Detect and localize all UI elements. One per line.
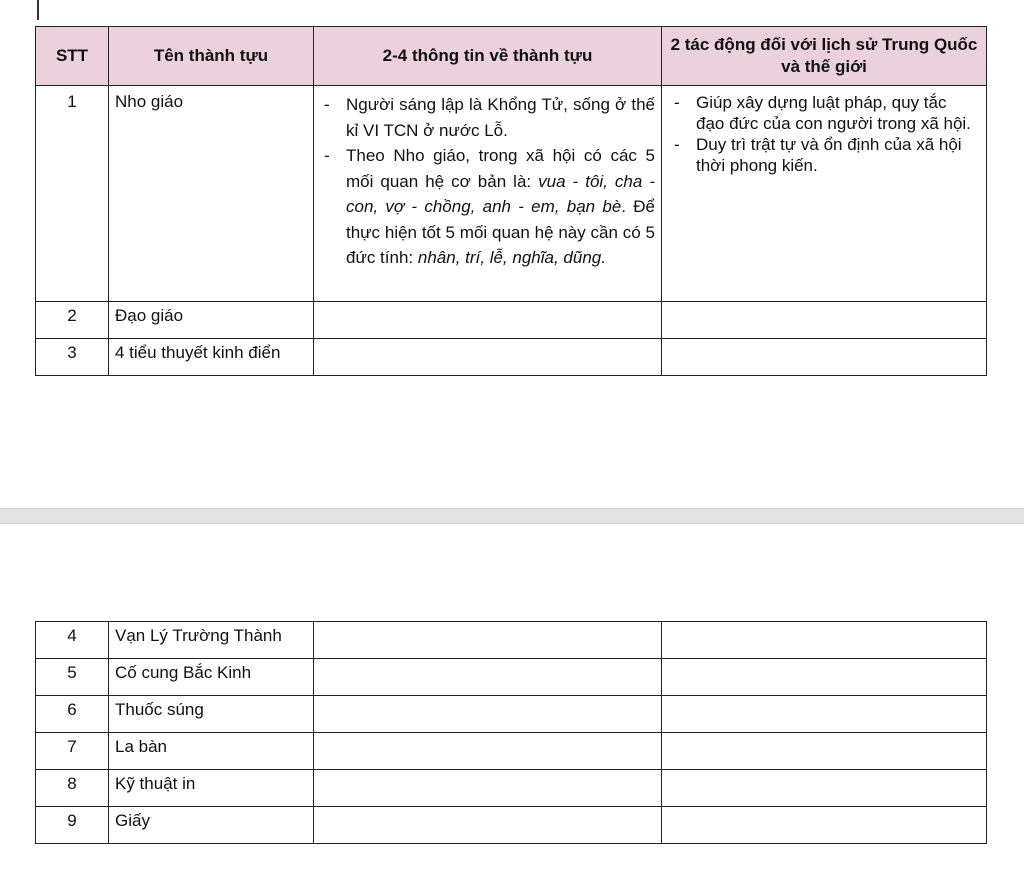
- header-info[interactable]: 2-4 thông tin về thành tựu: [314, 27, 662, 86]
- achievement-info[interactable]: [314, 807, 662, 844]
- achievement-impact[interactable]: [662, 339, 987, 376]
- achievement-impact[interactable]: [662, 622, 987, 659]
- achievement-impact[interactable]: [662, 733, 987, 770]
- achievement-name[interactable]: La bàn: [109, 733, 314, 770]
- table-row: [36, 302, 987, 339]
- achievement-info[interactable]: [314, 733, 662, 770]
- table-row: [36, 770, 987, 807]
- row-number[interactable]: 5: [36, 659, 109, 696]
- achievement-name[interactable]: Vạn Lý Trường Thành: [109, 622, 314, 659]
- impact-item: - Giúp xây dựng luật pháp, quy tắc đạo đức của con người trong xã hội.: [666, 92, 978, 134]
- achievement-info[interactable]: [314, 770, 662, 807]
- achievement-name[interactable]: 4 tiểu thuyết kinh điển: [109, 339, 314, 376]
- achievement-name[interactable]: Thuốc súng: [109, 696, 314, 733]
- row-number[interactable]: 1: [36, 86, 109, 302]
- achievement-info[interactable]: [314, 86, 662, 302]
- table-row: [36, 696, 987, 733]
- info-item: - Người sáng lập là Khổng Tử, sống ở thế kỉ VI TCN ở nước Lỗ.: [316, 92, 655, 143]
- achievement-impact[interactable]: [662, 770, 987, 807]
- table-row: [36, 807, 987, 844]
- achievement-impact[interactable]: [662, 302, 987, 339]
- achievement-name[interactable]: Cố cung Bắc Kinh: [109, 659, 314, 696]
- header-impact[interactable]: 2 tác động đối với lịch sử Trung Quốc và thế giới: [662, 27, 987, 86]
- achievements-table-continued: [35, 621, 987, 844]
- header-row: [36, 27, 987, 86]
- row-number[interactable]: 3: [36, 339, 109, 376]
- table-row: [36, 622, 987, 659]
- table-row: [36, 86, 987, 302]
- row-number[interactable]: 8: [36, 770, 109, 807]
- page-separator: [0, 508, 1024, 524]
- achievement-name[interactable]: Giấy: [109, 807, 314, 844]
- achievement-impact[interactable]: [662, 696, 987, 733]
- achievement-info[interactable]: [314, 696, 662, 733]
- row-number[interactable]: 9: [36, 807, 109, 844]
- achievement-info[interactable]: [314, 339, 662, 376]
- achievement-impact[interactable]: [662, 86, 987, 302]
- header-stt[interactable]: STT: [36, 27, 109, 86]
- impact-item: - Duy trì trật tự và ổn định của xã hội thời phong kiến.: [666, 134, 978, 176]
- table-row: [36, 733, 987, 770]
- achievement-name[interactable]: Kỹ thuật in: [109, 770, 314, 807]
- achievements-table: [35, 26, 987, 376]
- row-number[interactable]: 7: [36, 733, 109, 770]
- header-name[interactable]: Tên thành tựu: [109, 27, 314, 86]
- achievement-name[interactable]: Đạo giáo: [109, 302, 314, 339]
- row-number[interactable]: 6: [36, 696, 109, 733]
- achievement-impact[interactable]: [662, 807, 987, 844]
- achievement-impact[interactable]: [662, 659, 987, 696]
- info-item: - Theo Nho giáo, trong xã hội có các 5 mối quan hệ cơ bản là: vua - tôi, cha - con, vợ - chồng, anh - em, bạn bè. Để thực hiện tốt 5 mối quan hệ này cần có 5 đức tính: nhân, trí, lễ, nghĩa, dũng.: [316, 143, 655, 271]
- achievement-name[interactable]: Nho giáo: [109, 86, 314, 302]
- table-row: [36, 659, 987, 696]
- achievement-info[interactable]: [314, 622, 662, 659]
- achievement-info[interactable]: [314, 302, 662, 339]
- row-number[interactable]: 2: [36, 302, 109, 339]
- document-page-2: [0, 524, 1024, 884]
- table-row: [36, 339, 987, 376]
- row-number[interactable]: 4: [36, 622, 109, 659]
- text-cursor: [37, 0, 39, 20]
- achievement-info[interactable]: [314, 659, 662, 696]
